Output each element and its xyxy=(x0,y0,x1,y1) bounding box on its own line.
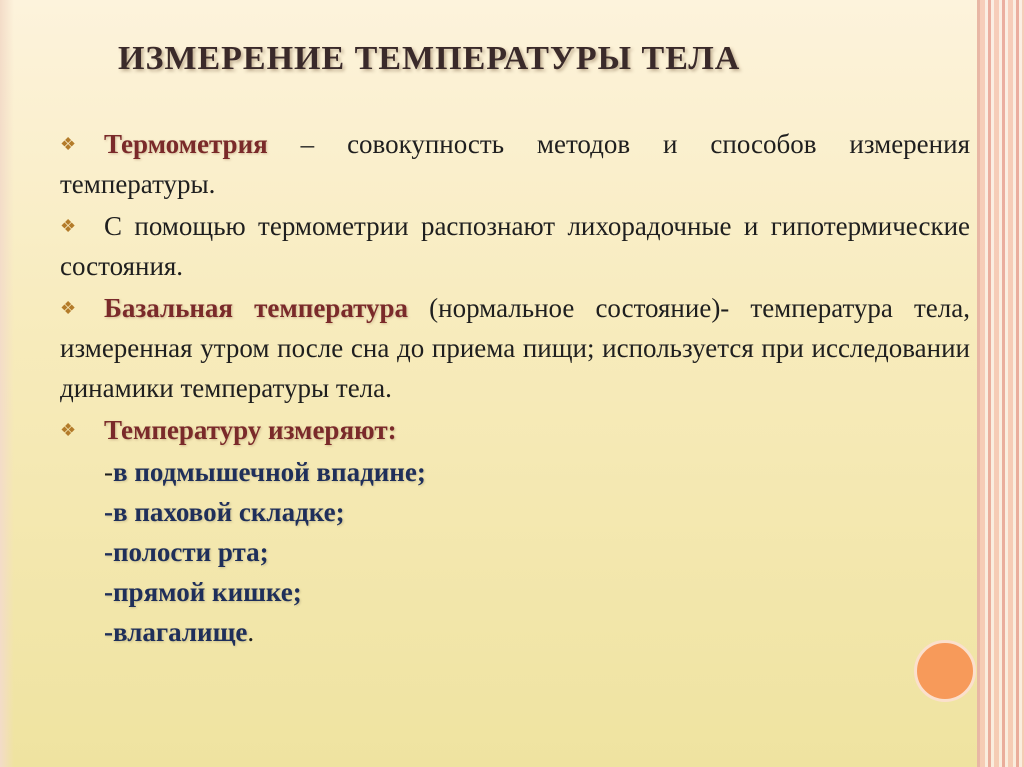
list-item xyxy=(60,410,970,450)
list-item xyxy=(60,288,970,408)
diamond-bullet-icon: ❖ xyxy=(60,420,77,440)
site-item xyxy=(60,532,970,572)
decorative-circle xyxy=(914,640,976,702)
diamond-bullet-icon: ❖ xyxy=(60,216,77,236)
slide-content xyxy=(60,124,970,652)
decorative-stripes xyxy=(980,0,1024,767)
site-item xyxy=(60,492,970,532)
item-text: – совокупность методов и способов измерения температуры. xyxy=(60,129,970,199)
site-text: -полости рта; xyxy=(104,537,269,567)
left-edge-shade xyxy=(0,0,14,767)
period: . xyxy=(247,617,255,647)
site-item xyxy=(60,452,970,492)
list-item xyxy=(60,206,970,286)
site-text: -прямой кишке; xyxy=(104,577,302,607)
site-item xyxy=(60,572,970,612)
slide-title: ИЗМЕРЕНИЕ ТЕМПЕРАТУРЫ ТЕЛА xyxy=(118,40,741,77)
site-text: -в паховой складке; xyxy=(104,497,345,527)
term-highlight: Базальная температура xyxy=(104,293,409,323)
site-text: в подмышечной впадине; xyxy=(113,457,426,487)
diamond-bullet-icon: ❖ xyxy=(60,298,77,318)
list-item xyxy=(60,124,970,204)
site-text: -влагалище xyxy=(104,617,248,647)
item-text: С помощью термометрии распознают лихорадочные и гипотермические состояния. xyxy=(60,211,970,281)
site-item xyxy=(60,612,970,652)
term-highlight: Термометрия xyxy=(104,129,268,159)
diamond-bullet-icon: ❖ xyxy=(60,134,77,154)
term-highlight: Температуру измеряют: xyxy=(104,415,397,445)
dash: - xyxy=(104,457,113,487)
item-text: (нормальное состояние)- температура тела, измеренная утром после сна до приема пищи; используется при исследовании динамики температуры тела. xyxy=(60,293,970,403)
